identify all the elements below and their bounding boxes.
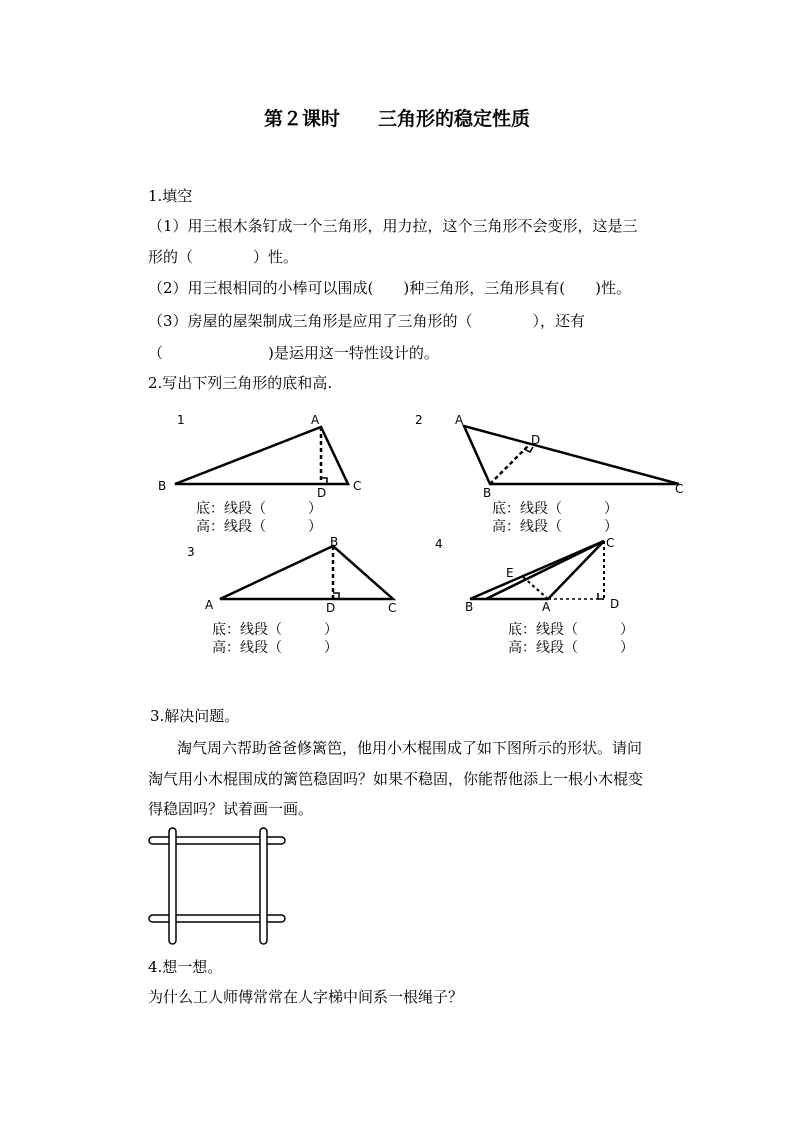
point-label: C bbox=[388, 601, 397, 615]
fig2-base-answer: 底：线段（ ） bbox=[492, 501, 618, 517]
point-label: D bbox=[326, 601, 336, 615]
q1-item3-line2: （ )是运用这一特性设计的。 bbox=[148, 344, 439, 362]
fig2-height-answer: 高：线段（ ） bbox=[492, 519, 618, 535]
figure-number: 4 bbox=[435, 537, 443, 551]
q1-item1-line2: 形的（ ）性。 bbox=[148, 248, 299, 266]
q1-heading: 1.填空 bbox=[148, 187, 193, 205]
vertical-stick-right bbox=[260, 828, 267, 944]
q2-heading: 2.写出下列三角形的底和高. bbox=[148, 374, 333, 392]
triangle-abc bbox=[464, 426, 679, 484]
q4-heading: 4.想一想。 bbox=[148, 958, 223, 976]
fig4-height-answer: 高：线段（ ） bbox=[508, 640, 634, 656]
triangle-figure-2 bbox=[410, 408, 695, 500]
figure-number: 1 bbox=[177, 413, 185, 427]
fig4-base-answer: 底：线段（ ） bbox=[508, 622, 634, 638]
lesson-number: 第２课时 bbox=[263, 108, 340, 130]
fig1-height-answer: 高：线段（ ） bbox=[196, 519, 322, 535]
point-label: A bbox=[311, 413, 320, 427]
fig3-height-answer: 高：线段（ ） bbox=[212, 640, 338, 656]
figure-number: 2 bbox=[415, 413, 423, 427]
point-label: D bbox=[610, 597, 620, 611]
point-label: D bbox=[317, 486, 327, 500]
triangle-figure-1 bbox=[150, 408, 380, 500]
q3-paragraph-line1: 淘气周六帮助爸爸修篱笆，他用小木棍围成了如下图所示的形状。请问 bbox=[177, 739, 643, 757]
fig1-base-answer: 底：线段（ ） bbox=[196, 501, 322, 517]
triangle-abc bbox=[220, 546, 393, 599]
fence-sticks-figure bbox=[145, 824, 295, 949]
point-label: A bbox=[542, 600, 551, 614]
q1-item2: （2）用三根相同的小棒可以围成( )种三角形，三角形具有( )性。 bbox=[148, 279, 631, 297]
q4-question: 为什么工人师傅常常在人字梯中间系一根绳子？ bbox=[148, 988, 464, 1006]
point-label: C bbox=[675, 482, 684, 496]
point-label: A bbox=[455, 413, 464, 427]
q1-item3-line1: （3）房屋的屋架制成三角形是应用了三角形的（ ），还有 bbox=[148, 312, 586, 330]
point-label: A bbox=[205, 598, 214, 612]
point-label: B bbox=[158, 479, 167, 493]
point-label: D bbox=[531, 433, 541, 447]
fig3-base-answer: 底：线段（ ） bbox=[212, 622, 338, 638]
vertical-stick-left bbox=[169, 828, 176, 944]
q3-paragraph-line2: 淘气用小木棍围成的篱笆稳固吗？如果不稳固，你能帮他添上一根小木棍变 bbox=[148, 770, 644, 788]
page-title bbox=[0, 104, 794, 131]
point-label: C bbox=[606, 536, 615, 550]
triangle-figure-3 bbox=[182, 534, 412, 616]
q3-heading: 3.解决问题。 bbox=[150, 707, 240, 725]
lesson-topic: 三角形的稳定性质 bbox=[378, 108, 531, 130]
point-label: B bbox=[465, 600, 474, 614]
q1-item1-line1: （1）用三根木条钉成一个三角形，用力拉，这个三角形不会变形，这是三 bbox=[148, 217, 638, 235]
point-label: B bbox=[483, 486, 492, 500]
point-label: E bbox=[506, 566, 514, 580]
point-label: B bbox=[330, 535, 339, 549]
triangle-figure-4 bbox=[430, 534, 660, 616]
q3-paragraph-line3: 得稳固吗？试着画一画。 bbox=[148, 800, 314, 818]
figure-number: 3 bbox=[187, 545, 195, 559]
point-label: C bbox=[353, 479, 362, 493]
